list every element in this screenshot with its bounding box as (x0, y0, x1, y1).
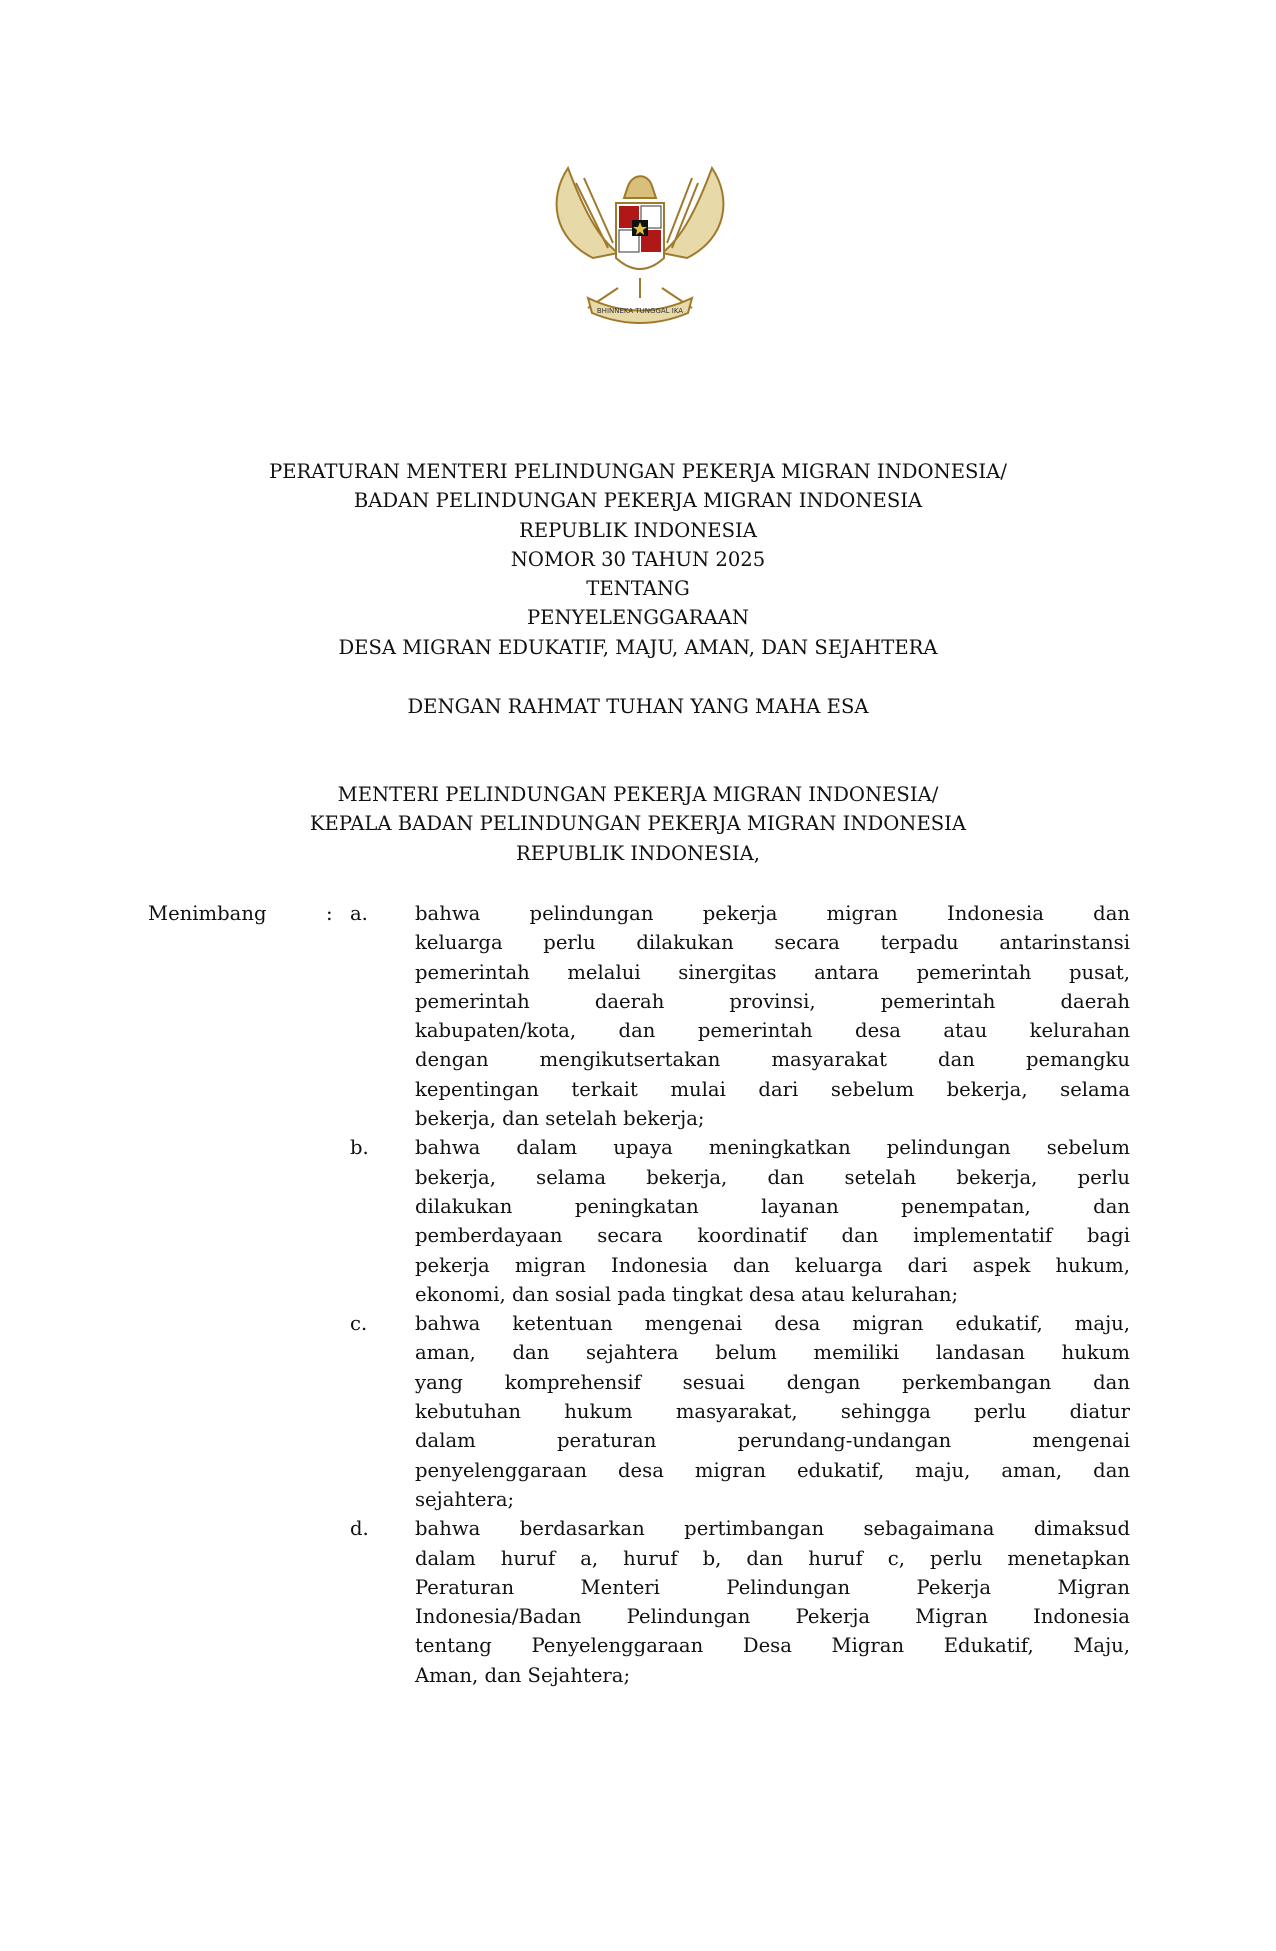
item-body (415, 1514, 1130, 1690)
item-letter: a. (350, 902, 368, 925)
item-text-line: Peraturan Menteri Pelindungan Pekerja Migran (415, 1575, 1130, 1599)
item-text-line: ekonomi, dan sosial pada tingkat desa atau kelurahan; (415, 1282, 959, 1306)
item-text-line: aman, dan sejahtera belum memiliki landasan hukum (415, 1341, 1130, 1365)
item-letter: d. (350, 1517, 369, 1541)
title-line: PENYELENGGARAAN (527, 606, 749, 630)
item-text-line: bekerja, selama bekerja, dan setelah bekerja, perlu (415, 1165, 1130, 1189)
garuda-emblem-icon (548, 158, 732, 332)
item-body (415, 899, 1130, 1133)
title-line: REPUBLIK INDONESIA (519, 518, 757, 542)
invocation-text: DENGAN RAHMAT TUHAN YANG MAHA ESA (407, 695, 869, 718)
item-letter: b. (350, 1136, 369, 1160)
title-line: TENTANG (586, 577, 690, 601)
item-text-line: pemberdayaan secara koordinatif dan implementatif bagi (415, 1224, 1130, 1248)
title-line: DESA MIGRAN EDUKATIF, MAJU, AMAN, DAN SEJAHTERA (338, 635, 938, 659)
authority-line: KEPALA BADAN PELINDUNGAN PEKERJA MIGRAN INDONESIA (309, 812, 967, 836)
considerations-list (350, 899, 1130, 1690)
item-text-line: bekerja, dan setelah bekerja; (415, 1107, 705, 1131)
issuing-authority (0, 780, 1276, 868)
item-text-line: dengan mengikutsertakan masyarakat dan pemangku (415, 1048, 1130, 1072)
consideration-item (350, 1309, 1130, 1514)
title-line: PERATURAN MENTERI PELINDUNGAN PEKERJA MIGRAN INDONESIA/ (269, 460, 1007, 483)
item-text-line: dalam huruf a, huruf b, dan huruf c, perlu menetapkan (415, 1546, 1130, 1570)
item-text-line: bahwa pelindungan pekerja migran Indonesia dan (415, 902, 1130, 925)
item-text-line: kebutuhan hukum masyarakat, sehingga perlu diatur (415, 1400, 1130, 1424)
consideration-item (350, 1514, 1130, 1690)
section-label-menimbang: Menimbang (148, 902, 267, 925)
regulation-title (0, 457, 1276, 662)
item-text-line: yang komprehensif sesuai dengan perkembangan dan (415, 1370, 1130, 1394)
item-text-line: kabupaten/kota, dan pemerintah desa atau kelurahan (415, 1019, 1130, 1043)
title-line: BADAN PELINDUNGAN PEKERJA MIGRAN INDONESIA (353, 489, 923, 513)
item-text-line: pemerintah daerah provinsi, pemerintah daerah (415, 989, 1130, 1013)
item-text-line: dilakukan peningkatan layanan penempatan, dan (415, 1194, 1130, 1218)
item-text-line: keluarga perlu dilakukan secara terpadu antarinstansi (415, 931, 1130, 955)
item-text-line: sejahtera; (415, 1487, 515, 1511)
section-colon: : (326, 902, 333, 925)
item-text-line: pemerintah melalui sinergitas antara pemerintah pusat, (415, 960, 1130, 984)
item-text-line: dalam peraturan perundang-undangan mengenai (415, 1429, 1130, 1453)
item-text-line: Indonesia/Badan Pelindungan Pekerja Migran Indonesia (415, 1605, 1130, 1629)
item-text-line: kepentingan terkait mulai dari sebelum bekerja, selama (415, 1077, 1130, 1101)
item-text-line: bahwa dalam upaya meningkatkan pelindungan sebelum (415, 1136, 1130, 1160)
svg-text:BHINNEKA TUNGGAL IKA: BHINNEKA TUNGGAL IKA (596, 307, 684, 315)
consideration-item (350, 1133, 1130, 1309)
authority-line: REPUBLIK INDONESIA, (515, 841, 761, 865)
authority-line: MENTERI PELINDUNGAN PEKERJA MIGRAN INDONESIA/ (337, 783, 939, 806)
item-text-line: bahwa ketentuan mengenai desa migran edukatif, maju, (415, 1312, 1130, 1336)
item-text-line: tentang Penyelenggaraan Desa Migran Edukatif, Maju, (415, 1634, 1130, 1658)
item-letter: c. (350, 1312, 368, 1336)
item-body (415, 1309, 1130, 1514)
item-text-line: Aman, dan Sejahtera; (415, 1663, 631, 1687)
invocation (0, 692, 1276, 721)
item-text-line: bahwa berdasarkan pertimbangan sebagaimana dimaksud (415, 1517, 1130, 1541)
consideration-item (350, 899, 1130, 1133)
item-text-line: penyelenggaraan desa migran edukatif, maju, aman, dan (415, 1458, 1130, 1482)
item-text-line: pekerja migran Indonesia dan keluarga dari aspek hukum, (415, 1253, 1130, 1277)
item-body (415, 1133, 1130, 1309)
title-line: NOMOR 30 TAHUN 2025 (510, 547, 766, 571)
